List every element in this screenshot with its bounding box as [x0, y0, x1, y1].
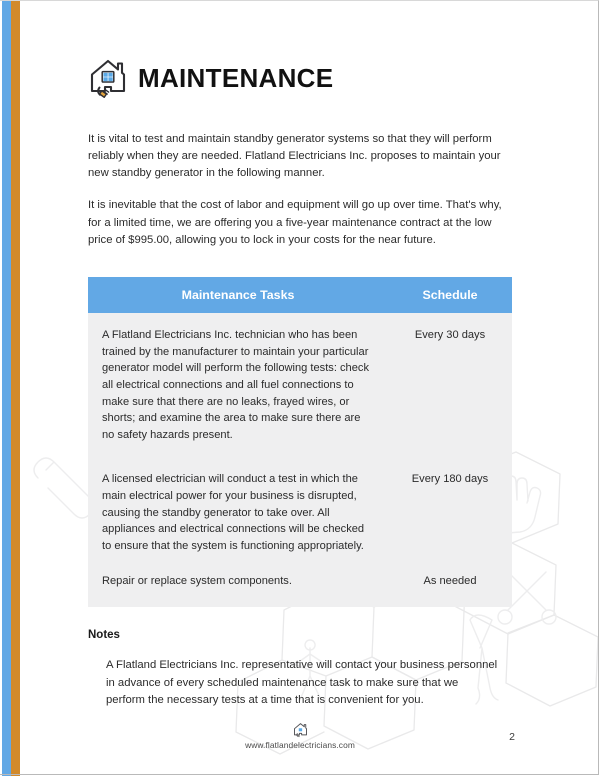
intro-paragraph-2: It is inevitable that the cost of labor and equipment will go up over time. That's why, for a limited time, we are offering you a five-year maintenance contract at the low price of $995.00, allowing you to lock in your costs for the near future. — [88, 199, 502, 246]
page-title: MAINTENANCE — [138, 63, 334, 93]
house-plug-logo-icon — [88, 57, 128, 99]
notes-section — [88, 629, 512, 710]
table-cell-task: A licensed electrician will conduct a test in which the main electrical power for your business is disrupted, causing the standby generator to take over. All appliances and electrical connections will be checked to ensure that the system is functioning appropriately. — [88, 457, 388, 568]
table-cell-schedule: Every 180 days — [388, 457, 512, 568]
maintenance-tasks-table — [88, 277, 512, 607]
house-plug-logo-icon — [293, 722, 308, 738]
document-content — [88, 0, 512, 710]
table-cell-schedule: As needed — [388, 569, 512, 608]
table-cell-task: Repair or replace system components. — [88, 569, 388, 608]
notes-heading: Notes — [88, 629, 120, 642]
sidebar-stripe-blue — [2, 0, 11, 776]
sidebar-stripe-orange — [11, 0, 20, 776]
table-header-schedule: Schedule — [388, 277, 512, 313]
table-header-row — [88, 277, 512, 313]
table-row — [88, 569, 512, 608]
notes-text: A Flatland Electricians Inc. representative will contact your business personnel in advance of every scheduled maintenance task to make sure that we perform the necessary tests at a time that is convenient for you. — [106, 659, 498, 707]
table-row — [88, 457, 512, 568]
table-cell-schedule: Every 30 days — [388, 313, 512, 457]
table-header-tasks: Maintenance Tasks — [88, 277, 388, 313]
table-cell-task: A Flatland Electricians Inc. technician who has been trained by the manufacturer to maintain your particular generator model will perform the following tests: check all electrical connections and all fuel connections to make sure that there are no leaks, frayed wires, or shorts; and examine the area to make sure there are no safety hazards present. — [88, 313, 388, 457]
intro-paragraph-1: It is vital to test and maintain standby generator systems so that they will perform reliably when they are needed. Flatland Electricians Inc. proposes to maintain your new standby generator in the following manner. — [88, 133, 501, 180]
document-footer — [0, 722, 600, 772]
page-number: 2 — [509, 731, 515, 743]
footer-website-url[interactable]: www.flatlandelectricians.com — [245, 740, 355, 750]
document-header — [88, 0, 512, 99]
table-row — [88, 313, 512, 457]
